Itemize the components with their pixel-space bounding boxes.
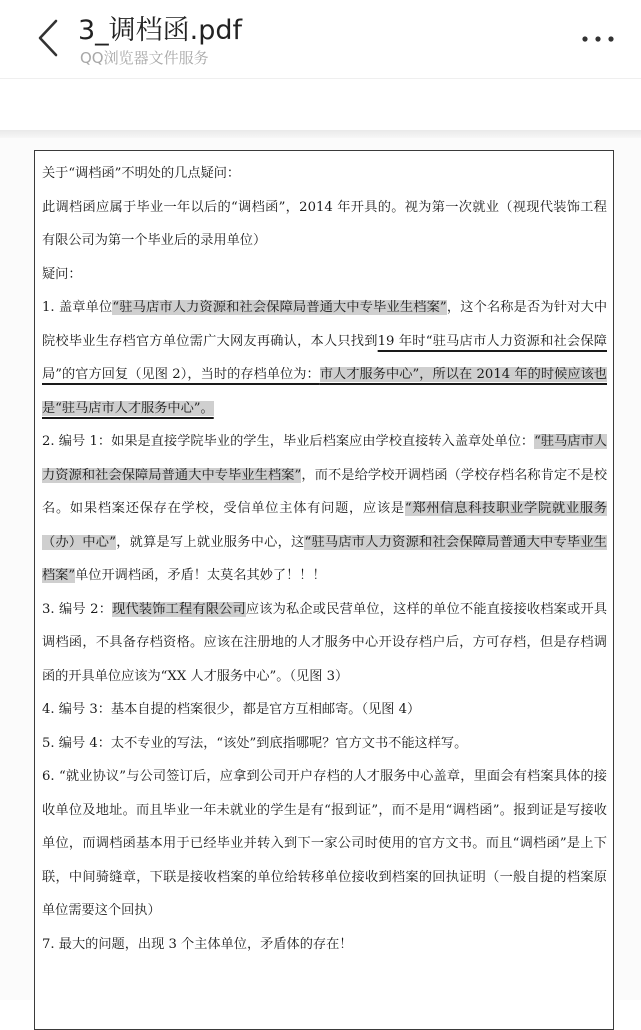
more-button[interactable] — [579, 22, 619, 56]
doc-paragraph-4 — [42, 291, 607, 425]
file-title: 3_调档函.pdf — [78, 15, 243, 46]
doc-paragraph-8: 5. 编号 4：太不专业的写法，“该处”到底指哪呢？官方文书不能这样写。 — [42, 735, 468, 751]
highlighted-text: “驻马店市人力资源和社会保障局普通大中专毕业生档案” — [42, 434, 607, 483]
pdf-page — [34, 150, 614, 1030]
highlighted-text: “驻马店市人力资源和社会保障局普通大中专毕业生档案” — [112, 300, 447, 315]
doc-paragraph-1: 关于“调档函”不明处的几点疑问： — [42, 166, 241, 181]
doc-paragraph-3: 疑问： — [42, 266, 82, 282]
toolbar-band — [0, 78, 641, 131]
doc-paragraph-10: 7. 最大的问题，出现 3 个主体单位，矛盾体的存在！ — [42, 936, 353, 952]
highlighted-text: 现代装饰工程有限公司 — [112, 601, 246, 617]
document-viewer[interactable] — [0, 138, 641, 1000]
doc-paragraph-7: 4. 编号 3：基本自提的档案很少，都是官方互相邮寄。（见图 4） — [42, 702, 421, 717]
highlighted-text: “郑州信息科技职业学院就业服务（办）中心” — [42, 501, 608, 550]
underlined-text: 19 年时“驻马店市人力资源和社会保障局”的官方回复（见图 2），当时的存档单位为： — [42, 333, 607, 382]
doc-paragraph-9: 6. “就业协议”与公司签订后，应拿到公司开户存档的人才服务中心盖章，里面会有档案具体的接收单位及地址。而且毕业一年未就业的学生是有“报到证”，而不是用“调档函”。报到证是写接收单位，而调档函基本用于已经毕业并转入到下一家公司时使用的官方文书。而且“调档函”是上下联，中间骑缝章，下联是接收档案的单位给转移单位接收到档案的回执证明（一般自提的档案原单位需要这个回执） — [42, 769, 607, 918]
highlighted-underlined-text: 市人才服务中心”，所以在 2014 年的时候应该也是“驻马店市人才服务中心”。 — [42, 367, 607, 416]
more-dots-icon — [579, 22, 619, 56]
doc-text: 3. 编号 2： — [42, 601, 113, 617]
highlighted-text: “驻马店市人力资源和社会保障局普通大中专毕业生档案” — [42, 534, 607, 583]
doc-text: 1. 盖章单位 — [42, 300, 113, 315]
doc-text: ，这个名称是否为针对大中院校毕业生存档官方单位需广大网友再确认，本人只找到 — [42, 300, 608, 349]
doc-paragraph-2: 此调档函应属于毕业一年以后的“调档函”，2014 年开具的。视为第一次就业（视现代装饰工程有限公司为第一个毕业后的录用单位） — [42, 199, 607, 248]
back-button[interactable] — [30, 18, 70, 58]
doc-paragraph-5 — [42, 425, 607, 593]
doc-text: ，就算是写上就业服务中心，这 — [115, 534, 305, 550]
file-service-subtitle: QQ浏览器文件服务 — [80, 49, 209, 67]
app-header — [0, 0, 641, 78]
doc-paragraph-6 — [42, 593, 607, 694]
doc-text: 单位开调档函，矛盾！太莫名其妙了！！！ — [75, 568, 326, 583]
chevron-left-icon — [30, 18, 70, 58]
doc-text: 2. 编号 1：如果是直接学院毕业的学生，毕业后档案应由学校直接转入盖章处单位： — [42, 434, 535, 449]
doc-text: ，而不是给学校开调档函（学校存档名称肯定不是校名。如果档案还保存在学校，受信单位主体有问题，应该是 — [42, 467, 608, 516]
header-separator — [0, 130, 641, 138]
doc-text: 应该为私企或民营单位，这样的单位不能直接接收档案或开具调档函，不具备存档资格。应该在注册地的人才服务中心开设存档户后，方可存档，但是存档调函的开具单位应该为“XX 人才服务中心”。（见图 3） — [42, 601, 608, 684]
